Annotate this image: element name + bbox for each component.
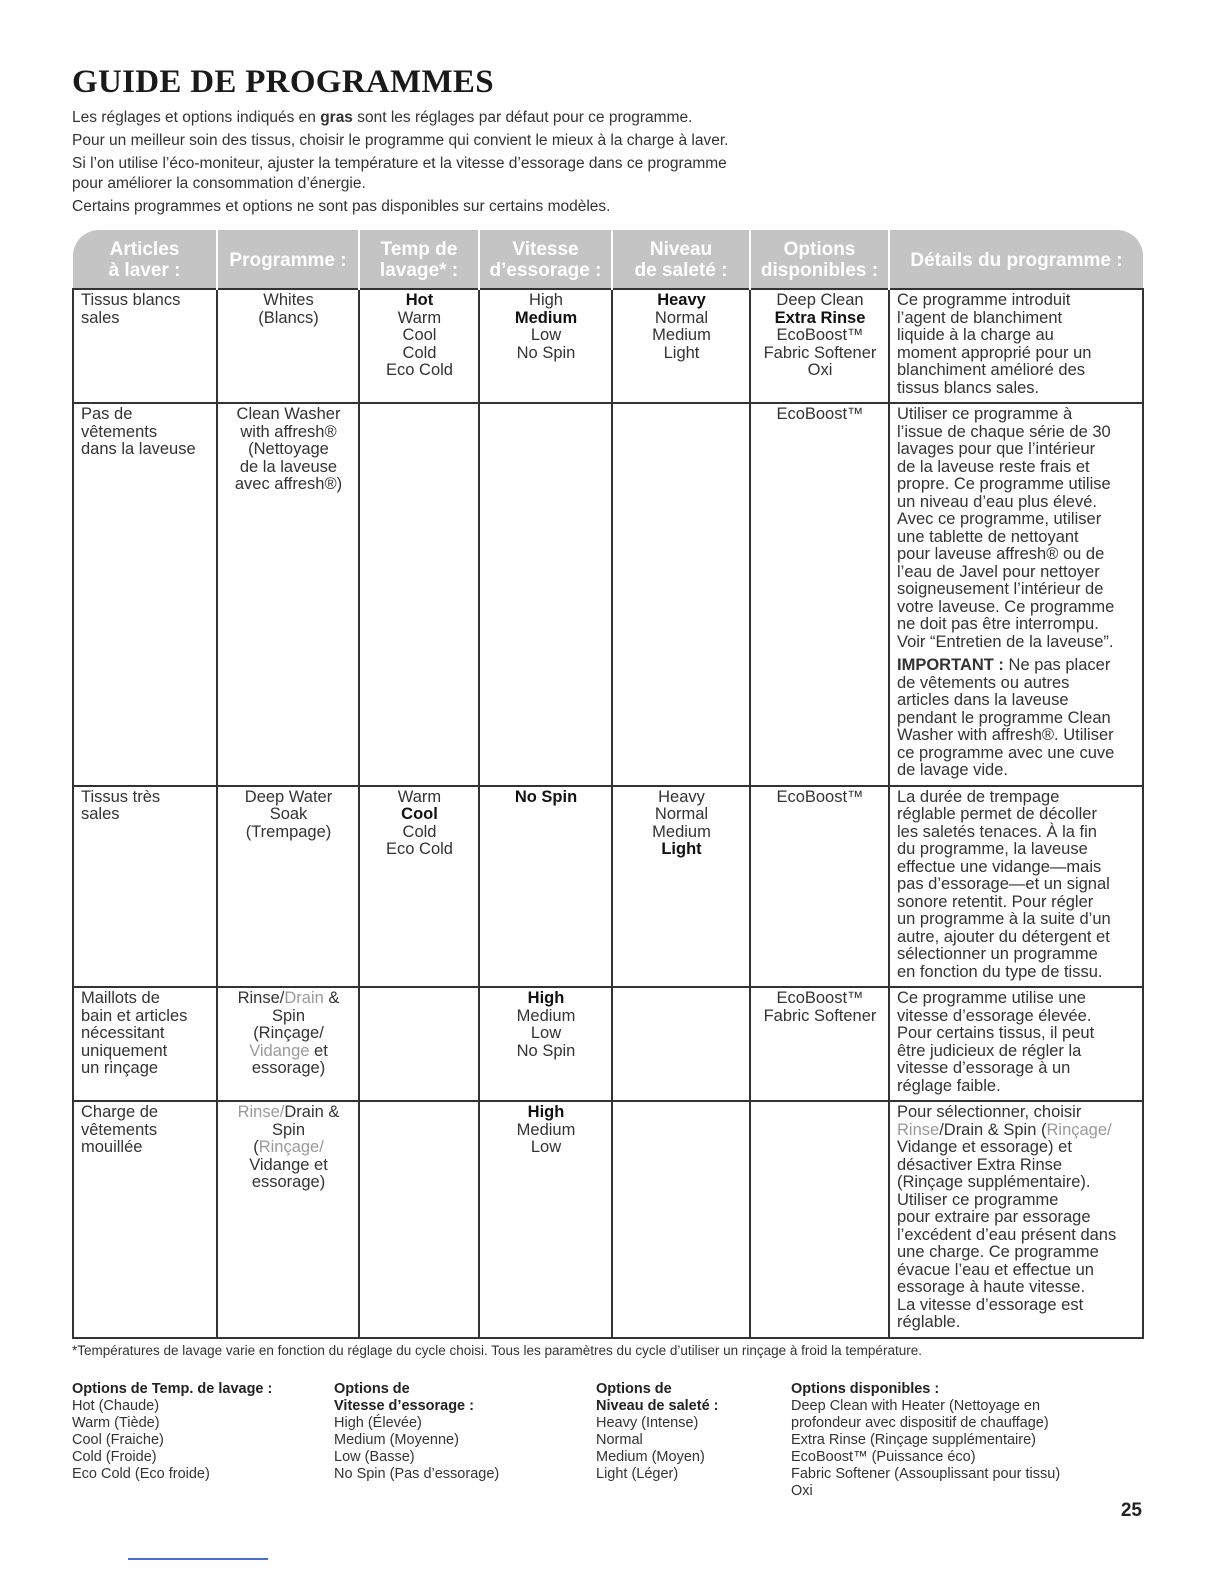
cell-line: de la laveuse reste frais et — [897, 457, 1090, 476]
intro-text-part: Si l’on utilise l’éco-moniteur, ajuster la température et la vitesse d’essorage dans ce programme — [72, 155, 727, 172]
cell-line: Ce programme introduit — [897, 291, 1071, 309]
cell-line: sales — [81, 308, 120, 327]
cell-spin — [479, 786, 612, 988]
legend-item: Hot (Chaude) — [72, 1398, 160, 1414]
cell-line: un niveau d’eau plus élevé. — [897, 492, 1097, 511]
cell-line: Extra Rinse — [774, 308, 866, 327]
cell-line: l’agent de blanchiment — [897, 308, 1063, 327]
cell-details — [889, 786, 1143, 988]
legend-temp — [72, 1381, 272, 1483]
table-header-row — [73, 230, 1143, 289]
cell-line: Medium — [652, 822, 711, 841]
cell-line — [225, 1139, 352, 1157]
intro-text-part: Les réglages et options indiqués en — [72, 109, 321, 126]
cell-programme — [217, 289, 359, 403]
important-note — [897, 657, 1136, 675]
cell-line: Pour sélectionner, choisir — [897, 1103, 1082, 1121]
cell-line: Fabric Softener — [763, 1006, 877, 1025]
cell-line: du programme, la laveuse — [897, 840, 1088, 858]
header-text: Vitesse — [512, 239, 579, 260]
cell-details — [889, 289, 1143, 403]
intro-line — [72, 154, 872, 194]
cell-line: Ce programme utilise une — [897, 989, 1086, 1007]
table-row — [73, 1101, 1143, 1338]
cell-line: Avec ce programme, utiliser — [897, 510, 1102, 528]
text-part: Rinçage/ — [258, 1138, 324, 1156]
text-part: Rinçage/ — [1046, 1120, 1112, 1139]
cell-soil — [612, 1101, 750, 1338]
cell-line: vitesse d’essorage élevée. — [897, 1006, 1092, 1025]
legend-item: Extra Rinse (Rinçage supplémentaire) — [791, 1432, 1036, 1448]
cell-line: lavages pour que l’intérieur — [897, 440, 1096, 458]
table-row — [73, 403, 1143, 786]
text-part: ( — [253, 1138, 259, 1156]
legend-soil — [596, 1381, 719, 1483]
cell-articles — [73, 403, 217, 786]
cell-line: ce programme avec une cuve — [897, 743, 1115, 762]
cell-line: Eco Cold — [386, 840, 453, 858]
cell-line: Medium — [652, 326, 711, 344]
legend-options — [791, 1381, 1060, 1500]
legend-item: Medium (Moyen) — [596, 1449, 705, 1465]
cell-line: Utiliser ce programme — [897, 1190, 1059, 1209]
cell-line: Eco Cold — [386, 361, 453, 379]
cell-line: de vêtements ou autres — [897, 673, 1070, 692]
legend-item: Fabric Softener (Assouplissant pour tissu) — [791, 1466, 1061, 1482]
cell-line: vêtements — [81, 422, 158, 441]
cell-line: EcoBoost™ — [776, 405, 864, 423]
cell-programme — [217, 1101, 359, 1338]
cell-line: votre laveuse. Ce programme — [897, 597, 1115, 616]
intro-text-part: sont les réglages par défaut pour ce programme. — [352, 109, 693, 126]
legend-item: Cold (Froide) — [72, 1449, 157, 1465]
cell-spin — [479, 1101, 612, 1338]
cell-line: Light — [663, 343, 700, 362]
cell-line: No Spin — [516, 1041, 576, 1060]
cell-line: High — [529, 291, 563, 309]
cell-line: (Rinçage supplémentaire). — [897, 1173, 1091, 1191]
cell-line: réglable permet de décoller — [897, 805, 1097, 823]
text-part: Rinse — [897, 1120, 940, 1139]
header-text: d’essorage : — [489, 260, 602, 281]
legend-item: Low (Basse) — [334, 1449, 415, 1465]
cell-line: sélectionner un programme — [897, 945, 1098, 963]
cell-line: soigneusement l’intérieur de — [897, 580, 1104, 598]
cell-line: EcoBoost™ — [776, 326, 864, 344]
cell-line: liquide à la charge au — [897, 326, 1054, 344]
cell-line: articles dans la laveuse — [897, 691, 1069, 709]
cell-line: réglable. — [897, 1313, 961, 1331]
cell-line: Medium — [516, 1120, 576, 1139]
cell-line: (Rinçage/ — [253, 1024, 324, 1042]
intro-bold-word: gras — [320, 109, 353, 126]
text-part: Vidange — [249, 1041, 310, 1060]
cell-options — [750, 786, 889, 988]
cell-line: EcoBoost™ — [776, 989, 864, 1007]
legend-item: No Spin (Pas d’essorage) — [334, 1466, 500, 1482]
cell-line: Low — [530, 1138, 562, 1156]
cell-line: dans la laveuse — [81, 440, 196, 458]
cell-line: (Trempage) — [245, 822, 332, 841]
cell-line: Low — [530, 1024, 562, 1042]
cell-programme — [217, 403, 359, 786]
page-title: GUIDE DE PROGRAMMES — [72, 64, 494, 100]
cell-line: avec affresh®) — [234, 475, 343, 493]
cell-line: nécessitant — [81, 1024, 165, 1042]
cell-line: évacue l’eau et effectue un — [897, 1260, 1094, 1279]
legend-spin — [334, 1381, 499, 1483]
cell-line: Vidange et essorage) et — [897, 1138, 1072, 1156]
legend-heading: Options de — [334, 1381, 410, 1397]
cell-line: Normal — [654, 805, 709, 823]
cell-options — [750, 987, 889, 1101]
cell-articles — [73, 987, 217, 1101]
cell-line: essorage à haute vitesse. — [897, 1278, 1086, 1296]
header-niveau — [612, 230, 750, 289]
cell-line: Oxi — [807, 361, 833, 379]
legend-item: profondeur avec dispositif de chauffage) — [791, 1415, 1049, 1431]
text-part: /Drain & Spin ( — [939, 1120, 1047, 1139]
cell-temp — [359, 403, 479, 786]
cell-line: en fonction du type de tissu. — [897, 962, 1103, 981]
table-row — [73, 987, 1143, 1101]
cell-line: Cool — [401, 805, 438, 823]
cell-line: autre, ajouter du détergent et — [897, 927, 1110, 946]
legend-item: Warm (Tiède) — [72, 1415, 160, 1431]
cell-line: Spin — [271, 1006, 306, 1025]
header-text: disponibles : — [760, 260, 879, 281]
cell-line: Deep Clean — [776, 291, 864, 309]
header-text: Options — [783, 239, 856, 260]
cell-articles — [73, 1101, 217, 1338]
intro-line: Pour un meilleur soin des tissus, choisir le programme qui convient le mieux à la charge à laver. — [72, 132, 729, 149]
legend-item: Heavy (Intense) — [596, 1415, 699, 1431]
cell-line: Medium — [516, 1006, 576, 1025]
cell-temp — [359, 289, 479, 403]
program-guide-table — [72, 230, 1144, 1339]
cell-line: être judicieux de régler la — [897, 1041, 1082, 1060]
legend-item: Deep Clean with Heater (Nettoyage en — [791, 1398, 1041, 1414]
cell-line — [897, 1122, 1136, 1140]
header-vitesse — [479, 230, 612, 289]
cell-soil — [612, 786, 750, 988]
cell-spin — [479, 987, 612, 1101]
cell-soil — [612, 403, 750, 786]
cell-line: tissus blancs sales. — [897, 378, 1040, 397]
cell-line: No Spin — [514, 787, 578, 806]
cell-temp — [359, 1101, 479, 1338]
cell-line: High — [527, 989, 565, 1007]
cell-line: (Nettoyage — [248, 440, 329, 458]
text-part: Rinse/ — [237, 989, 285, 1007]
cell-line: Cold — [402, 343, 437, 362]
table-row — [73, 289, 1143, 403]
cell-spin — [479, 289, 612, 403]
cell-options — [750, 289, 889, 403]
bottom-divider — [128, 1558, 268, 1560]
cell-line: les saletés tenaces. À la fin — [897, 822, 1097, 841]
cell-line: une charge. Ce programme — [897, 1243, 1099, 1261]
text-part: et — [309, 1041, 328, 1060]
legend-heading: Options de — [596, 1381, 672, 1397]
cell-line: Utiliser ce programme à — [897, 405, 1073, 423]
legend-heading: Vitesse d’essorage : — [334, 1398, 474, 1414]
cell-line: Charge de — [81, 1103, 159, 1121]
cell-options — [750, 1101, 889, 1338]
cell-line: Warm — [397, 787, 442, 806]
cell-line: pour laveuse affresh® ou de — [897, 545, 1105, 563]
cell-spin — [479, 403, 612, 786]
legend-item: EcoBoost™ (Puissance éco) — [791, 1449, 976, 1465]
cell-line: pendant le programme Clean — [897, 708, 1111, 727]
cell-soil — [612, 289, 750, 403]
cell-soil — [612, 987, 750, 1101]
cell-line: ne doit pas être interrompu. — [897, 615, 1099, 633]
cell-programme — [217, 987, 359, 1101]
header-text: lavage* : — [379, 260, 459, 281]
legend-item: Medium (Moyenne) — [334, 1432, 459, 1448]
cell-line: Soak — [269, 805, 308, 823]
cell-line: de la laveuse — [239, 457, 338, 476]
footnote: *Températures de lavage varie en fonction du réglage du cycle choisi. Tous les paramètres du cycle d’utiliser un rinçage à froid la température. — [72, 1343, 922, 1358]
cell-line: Fabric Softener — [763, 343, 877, 362]
cell-line: de lavage vide. — [897, 761, 1008, 779]
cell-options — [750, 403, 889, 786]
legend-item: Light (Léger) — [596, 1466, 679, 1482]
cell-line: Spin — [271, 1120, 306, 1139]
cell-line — [225, 990, 352, 1008]
cell-articles — [73, 786, 217, 988]
header-options — [750, 230, 889, 289]
cell-programme — [217, 786, 359, 988]
header-text: de saleté : — [634, 260, 728, 281]
cell-line: (Blancs) — [258, 308, 319, 327]
cell-line: essorage) — [251, 1059, 326, 1077]
cell-line: Ne pas placer — [1003, 656, 1111, 674]
cell-line: désactiver Extra Rinse — [897, 1155, 1063, 1174]
important-label: IMPORTANT : — [897, 656, 1004, 674]
intro-text — [72, 108, 872, 220]
cell-line: vêtements — [81, 1120, 158, 1139]
cell-line: essorage) — [251, 1173, 326, 1191]
legend-item: Eco Cold (Eco froide) — [72, 1466, 210, 1482]
cell-line: sales — [81, 805, 120, 823]
cell-line: sonore retentit. Pour régler — [897, 892, 1094, 911]
cell-temp — [359, 987, 479, 1101]
cell-line: pour extraire par essorage — [897, 1208, 1091, 1226]
cell-line: Maillots de — [81, 989, 160, 1007]
legend-item: Oxi — [791, 1483, 813, 1499]
legend-item: Cool (Fraiche) — [72, 1432, 164, 1448]
cell-line: Pas de — [81, 405, 133, 423]
cell-line: Low — [530, 326, 562, 344]
table-row — [73, 786, 1143, 988]
cell-line: EcoBoost™ — [776, 787, 864, 806]
header-text: à laver : — [108, 260, 181, 281]
legend-item: Normal — [596, 1432, 643, 1448]
cell-line: Tissus blancs — [81, 291, 181, 309]
cell-line: High — [527, 1103, 565, 1121]
cell-details — [889, 987, 1143, 1101]
cell-line — [225, 1043, 352, 1061]
cell-line: with affresh® — [240, 422, 337, 441]
legend-heading: Niveau de saleté : — [596, 1398, 719, 1414]
header-text: Articles — [109, 239, 180, 260]
cell-line: une tablette de nettoyant — [897, 527, 1079, 546]
page-number: 25 — [1120, 1500, 1142, 1521]
cell-line: Heavy — [657, 291, 706, 309]
cell-line: Heavy — [658, 787, 705, 806]
cell-line — [225, 1104, 352, 1122]
cell-line: La durée de trempage — [897, 787, 1060, 806]
cell-line: Deep Water — [244, 787, 333, 806]
cell-line: Clean Washer — [236, 405, 341, 423]
cell-line: vitesse d’essorage à un — [897, 1059, 1071, 1077]
cell-line: Cool — [402, 326, 437, 344]
cell-line: mouillée — [81, 1138, 143, 1156]
cell-line: Light — [661, 840, 702, 858]
cell-line: blanchiment amélioré des — [897, 361, 1086, 379]
cell-line: moment approprié pour un — [897, 343, 1092, 362]
text-part: Drain — [284, 989, 324, 1007]
cell-line: réglage faible. — [897, 1076, 1001, 1095]
cell-line: Warm — [397, 308, 442, 327]
cell-line: bain et articles — [81, 1006, 188, 1025]
header-text: Niveau — [649, 239, 713, 260]
cell-details — [889, 403, 1143, 786]
intro-line — [72, 108, 872, 128]
cell-line: Medium — [514, 308, 578, 327]
text-part: & — [323, 989, 340, 1007]
cell-line: Normal — [654, 308, 709, 327]
cell-line: Pour certains tissus, il peut — [897, 1024, 1095, 1042]
text-part: Drain & — [284, 1103, 340, 1121]
cell-line: un rinçage — [81, 1059, 159, 1077]
cell-line: Tissus très — [81, 787, 161, 806]
legend-heading: Options de Temp. de lavage : — [72, 1381, 273, 1397]
cell-line: La vitesse d’essorage est — [897, 1295, 1084, 1314]
header-text: Temp de — [380, 239, 458, 260]
cell-temp — [359, 786, 479, 988]
intro-line: Certains programmes et options ne sont pas disponibles sur certains modèles. — [72, 198, 611, 215]
cell-line: Hot — [405, 291, 434, 309]
cell-line: l’eau de Javel pour nettoyer — [897, 562, 1100, 581]
cell-details — [889, 1101, 1143, 1338]
cell-line: propre. Ce programme utilise — [897, 475, 1111, 493]
cell-line: No Spin — [516, 343, 576, 362]
header-details: Détails du programme : — [889, 230, 1143, 289]
cell-line: un programme à la suite d’un — [897, 910, 1111, 928]
cell-line: Cold — [402, 822, 437, 841]
cell-line: pas d’essorage—et un signal — [897, 875, 1110, 893]
cell-line: Voir “Entretien de la laveuse”. — [897, 632, 1114, 651]
intro-text-part: pour améliorer la consommation d’énergie. — [72, 175, 366, 192]
cell-line: Washer with affresh®. Utiliser — [897, 726, 1114, 744]
header-articles — [73, 230, 217, 289]
cell-line: effectue une vidange—mais — [897, 857, 1102, 876]
header-programme: Programme : — [217, 230, 359, 289]
cell-line: l’issue de chaque série de 30 — [897, 422, 1111, 441]
text-part: Rinse/ — [237, 1103, 285, 1121]
cell-line: Whites — [263, 291, 314, 309]
header-temp — [359, 230, 479, 289]
cell-line: l’excédent d’eau présent dans — [897, 1225, 1117, 1244]
legend-heading: Options disponibles : — [791, 1381, 940, 1397]
cell-line: uniquement — [81, 1041, 168, 1060]
legend-item: High (Élevée) — [334, 1415, 422, 1431]
cell-articles — [73, 289, 217, 403]
cell-line: Vidange et — [249, 1155, 328, 1174]
